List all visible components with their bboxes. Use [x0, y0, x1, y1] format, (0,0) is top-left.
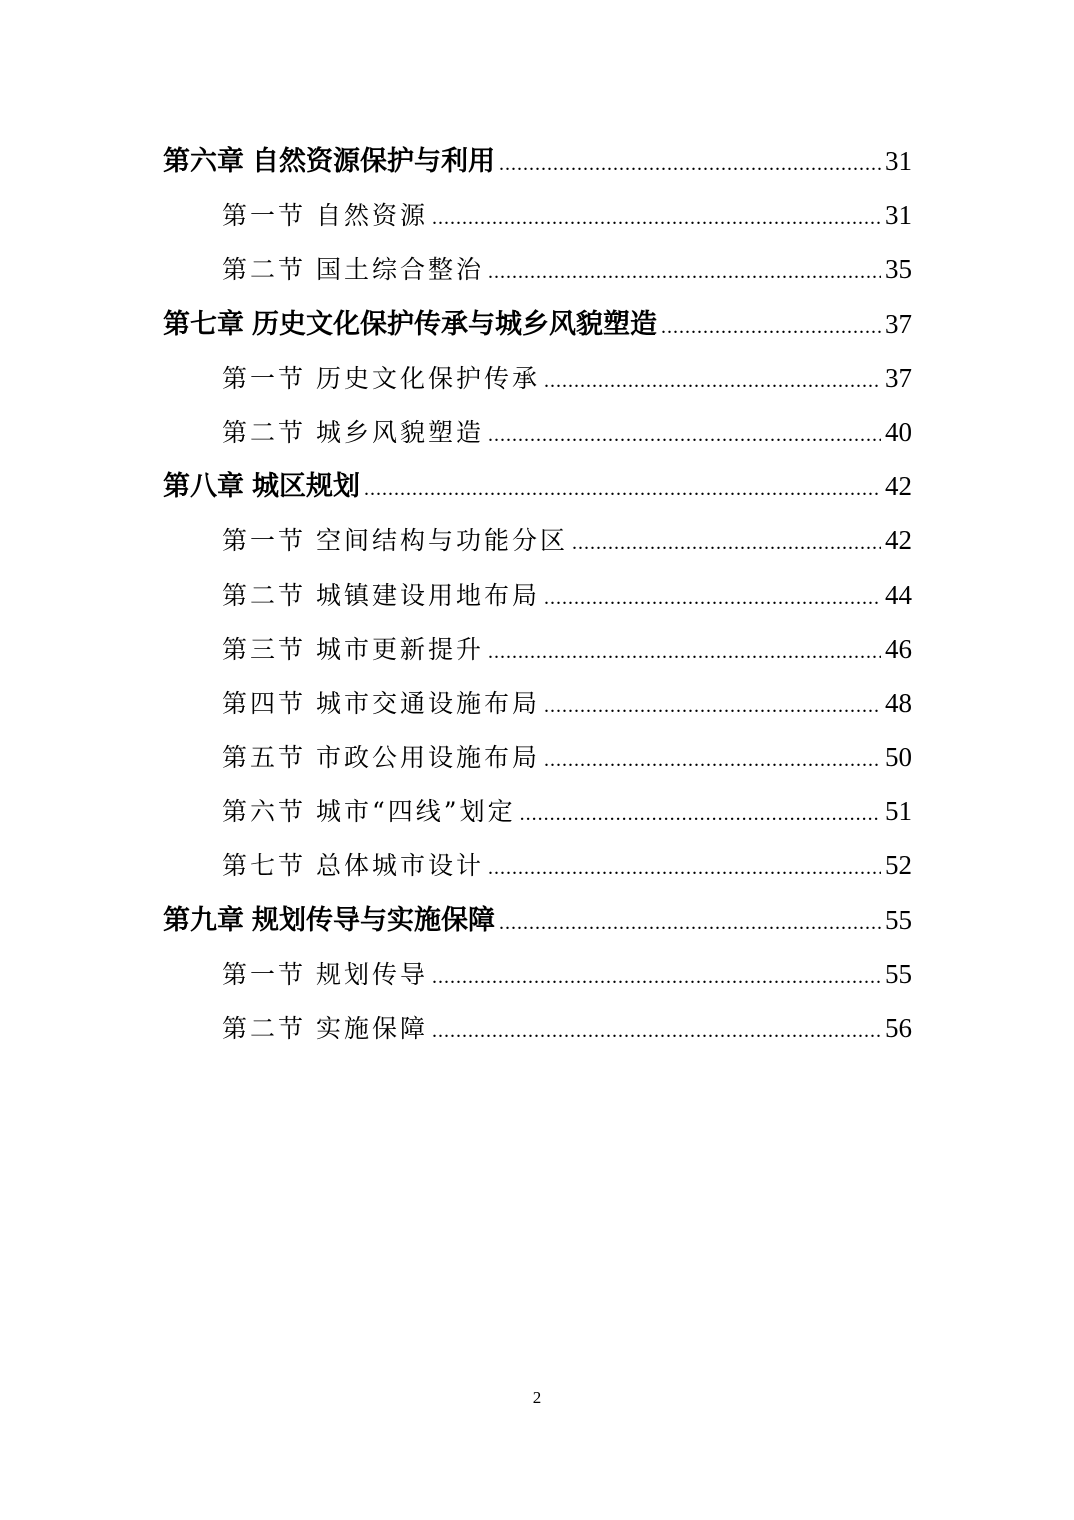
toc-dot-leader — [364, 462, 881, 516]
toc-chapter-entry[interactable] — [0, 134, 1074, 188]
toc-section-entry[interactable] — [0, 513, 1074, 567]
toc-section-entry[interactable] — [0, 568, 1074, 622]
page-number: 2 — [532, 1388, 542, 1407]
toc-entry-title: 规划传导 — [316, 959, 429, 989]
toc-section-entry[interactable] — [0, 676, 1074, 730]
toc-dot-leader — [488, 408, 881, 462]
toc-entry-title: 空间结构与功能分区 — [316, 526, 569, 556]
toc-entry-title: 城市交通设施布局 — [316, 688, 541, 718]
toc-entry-label: 第一节 — [222, 201, 307, 231]
toc-entry-label: 第五节 — [222, 743, 307, 773]
toc-entry-label: 第八章 — [163, 471, 244, 503]
toc-section-entry[interactable] — [0, 1001, 1074, 1055]
toc-page-number: 37 — [885, 308, 912, 339]
toc-page-number: 35 — [885, 254, 912, 285]
toc-entry-title: 历史文化保护传承 — [316, 363, 541, 393]
toc-section-entry[interactable] — [0, 947, 1074, 1001]
toc-chapter-entry[interactable] — [0, 459, 1074, 513]
toc-section-entry[interactable] — [0, 242, 1074, 296]
toc-page-number: 52 — [885, 850, 912, 881]
toc-page-number: 44 — [885, 579, 912, 610]
toc-chapter-entry[interactable] — [0, 297, 1074, 351]
toc-dot-leader — [544, 571, 881, 625]
toc-page-number: 51 — [885, 796, 912, 827]
toc-section-entry[interactable] — [0, 838, 1074, 892]
toc-dot-leader — [572, 516, 881, 570]
toc-section-entry[interactable] — [0, 622, 1074, 676]
toc-entry-label: 第七章 — [163, 308, 244, 340]
toc-entry-label: 第一节 — [222, 959, 307, 989]
toc-page-number: 46 — [885, 633, 912, 664]
toc-page-number: 42 — [885, 525, 912, 556]
toc-page-number: 31 — [885, 200, 912, 231]
toc-dot-leader — [544, 354, 881, 408]
toc-entry-label: 第二节 — [222, 255, 307, 285]
toc-entry-label: 第七节 — [222, 851, 307, 881]
toc-dot-leader — [432, 191, 881, 245]
toc-dot-leader — [499, 896, 881, 950]
toc-entry-title: 实施保障 — [316, 1014, 429, 1043]
toc-entry-title: 规划传导与实施保障 — [252, 904, 495, 936]
table-of-contents — [0, 134, 1074, 1055]
toc-entry-title: 国土综合整治 — [316, 255, 485, 285]
toc-entry-title: 自然资源保护与利用 — [252, 146, 495, 177]
toc-dot-leader — [544, 679, 881, 733]
toc-entry-label: 第一节 — [222, 363, 307, 393]
toc-dot-leader — [488, 245, 881, 299]
toc-entry-title: 历史文化保护传承与城乡风貌塑造 — [252, 308, 657, 340]
toc-chapter-entry[interactable] — [0, 893, 1074, 947]
toc-entry-label: 第六节 — [222, 797, 307, 827]
toc-page-number: 50 — [885, 742, 912, 773]
toc-entry-label: 第一节 — [222, 526, 307, 556]
toc-entry-title: 自然资源 — [316, 201, 429, 231]
toc-page-number: 37 — [885, 362, 912, 393]
toc-entry-label: 第四节 — [222, 688, 307, 718]
toc-entry-title: 城区规划 — [252, 471, 360, 503]
toc-dot-leader — [661, 300, 881, 354]
toc-entry-title: 城市“四线”划定 — [316, 797, 516, 827]
toc-entry-title: 城乡风貌塑造 — [316, 417, 485, 447]
toc-entry-label: 第九章 — [163, 904, 244, 936]
toc-entry-title: 城市更新提升 — [316, 634, 485, 664]
toc-entry-title: 总体城市设计 — [316, 851, 485, 881]
toc-entry-label: 第二节 — [222, 580, 307, 610]
toc-entry-label: 第二节 — [222, 417, 307, 447]
toc-page-number: 55 — [885, 904, 912, 935]
toc-section-entry[interactable] — [0, 784, 1074, 838]
toc-dot-leader — [432, 1004, 881, 1058]
toc-entry-title: 城镇建设用地布局 — [316, 580, 541, 610]
toc-section-entry[interactable] — [0, 405, 1074, 459]
toc-entry-label: 第三节 — [222, 634, 307, 664]
toc-dot-leader — [520, 787, 881, 841]
toc-section-entry[interactable] — [0, 730, 1074, 784]
toc-page-number: 31 — [885, 146, 912, 176]
toc-dot-leader — [488, 841, 881, 895]
toc-dot-leader — [432, 950, 881, 1004]
toc-page-number: 40 — [885, 416, 912, 447]
toc-section-entry[interactable] — [0, 351, 1074, 405]
toc-section-entry[interactable] — [0, 188, 1074, 242]
toc-dot-leader — [544, 733, 881, 787]
toc-page-number: 55 — [885, 958, 912, 989]
toc-page-number: 42 — [885, 471, 912, 502]
toc-page-number: 48 — [885, 687, 912, 718]
toc-dot-leader — [488, 625, 881, 679]
toc-dot-leader — [499, 137, 881, 191]
toc-entry-label: 第六章 — [163, 146, 244, 177]
toc-page-number: 56 — [885, 1013, 912, 1043]
toc-entry-title: 市政公用设施布局 — [316, 743, 541, 773]
toc-entry-label: 第二节 — [222, 1014, 307, 1043]
